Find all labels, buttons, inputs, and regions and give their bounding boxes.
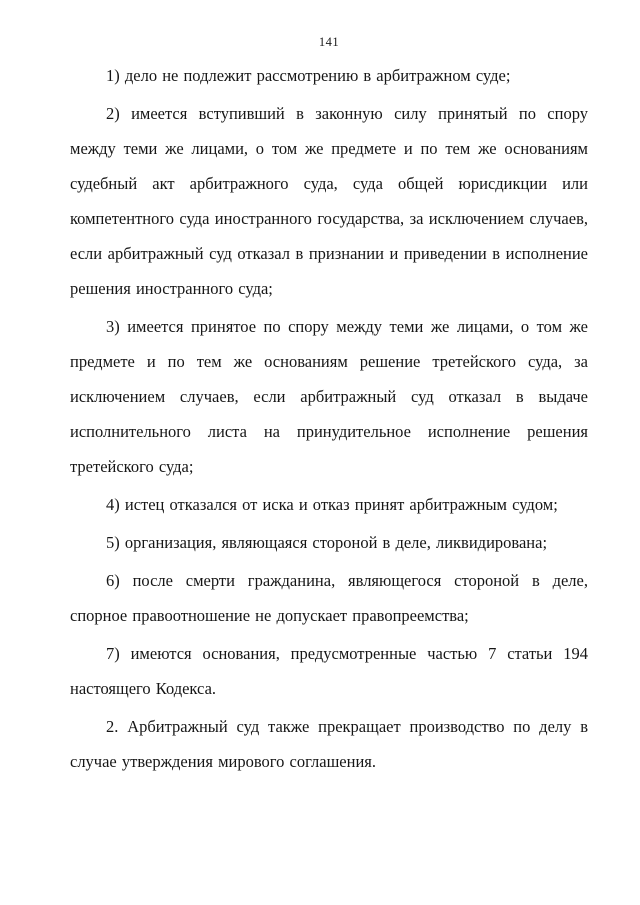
paragraph: 7) имеются основания, предусмотренные частью 7 статьи 194 настоящего Кодекса. [70, 644, 588, 698]
page-number: 141 [318, 35, 340, 49]
paragraph: 2) имеется вступивший в законную силу принятый по спору между теми же лицами, о том же предмете и по тем же основаниям судебный акт арбитражного суда, суда общей юрисдикции или компетентного суда иностранного государства, за исключением случаев, если арбитражный суд отказал в признании и приведении в исполнение решения иностранного суда; [70, 104, 588, 298]
paragraph: 4) истец отказался от иска и отказ принят арбитражным судом; [106, 495, 558, 514]
paragraph: 2. Арбитражный суд также прекращает производство по делу в случае утверждения мирового соглашения. [70, 717, 588, 771]
document-body [70, 58, 588, 782]
paragraph: 1) дело не подлежит рассмотрению в арбитражном суде; [106, 66, 511, 85]
paragraph: 6) после смерти гражданина, являющегося стороной в деле, спорное правоотношение не допускает правопреемства; [70, 571, 588, 625]
paragraph: 3) имеется принятое по спору между теми же лицами, о том же предмете и по тем же основаниям решение третейского суда, за исключением случаев, если арбитражный суд отказал в выдаче исполнительного листа на принудительное исполнение решения третейского суда; [70, 317, 588, 476]
paragraph: 5) организация, являющаяся стороной в деле, ликвидирована; [106, 533, 548, 552]
